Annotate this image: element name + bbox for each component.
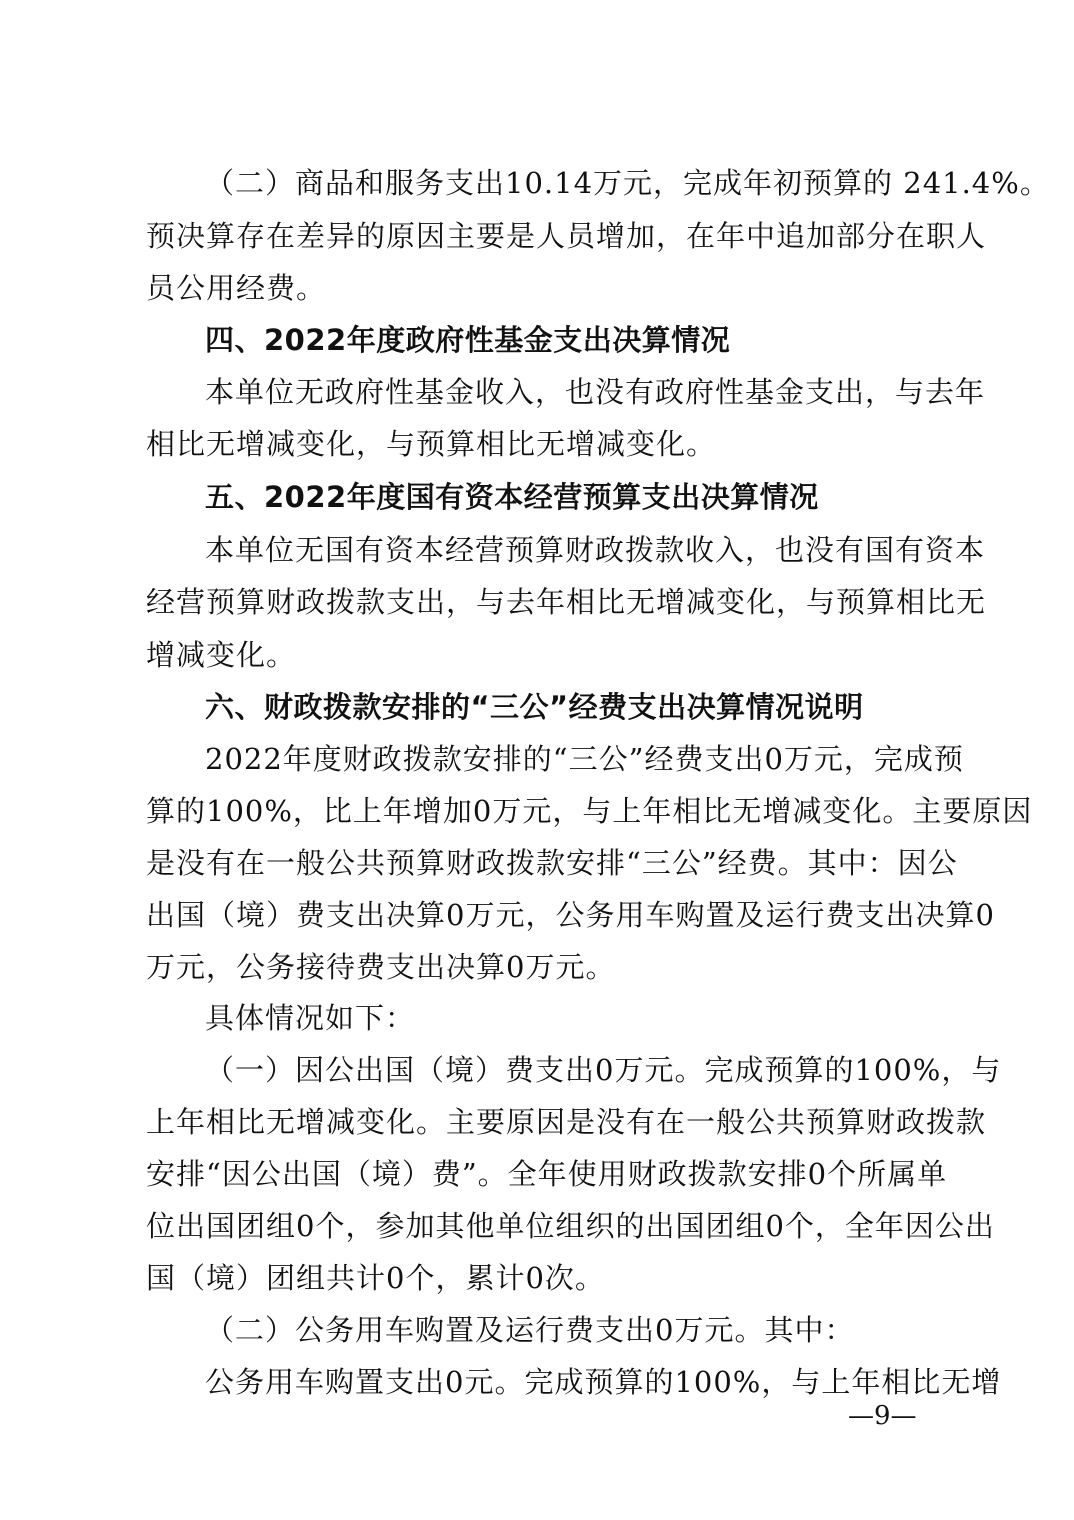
paragraph-line: 2022年度财政拨款安排的“三公”经费支出0万元，完成预 <box>205 742 964 776</box>
section-heading: 五、2022年度国有资本经营预算支出决算情况 <box>205 480 819 514</box>
paragraph-line: 经营预算财政拨款支出，与去年相比无增减变化，与预算相比无 <box>146 585 987 619</box>
paragraph-line: 国（境）团组共计0个，累计0次。 <box>146 1261 605 1295</box>
paragraph-line: 位出国团组0个，参加其他单位组织的出国团组0个，全年因公出 <box>146 1209 995 1243</box>
paragraph-line: 本单位无国有资本经营预算财政拨款收入，也没有国有资本 <box>205 533 986 567</box>
paragraph-line: （一）因公出国（境）费支出0万元。完成预算的100%，与 <box>205 1053 1002 1087</box>
paragraph-line: 本单位无政府性基金收入，也没有政府性基金支出，与去年 <box>205 375 986 409</box>
paragraph-line: 安排“因公出国（境）费”。全年使用财政拨款安排0个所属单 <box>146 1157 948 1191</box>
paragraph-line: 具体情况如下： <box>205 1001 416 1035</box>
paragraph-line: （二）商品和服务支出10.14万元，完成年初预算的 241.4%。 <box>205 166 1050 200</box>
section-heading: 四、2022年度政府性基金支出决算情况 <box>205 323 731 357</box>
paragraph-line: （二）公务用车购置及运行费支出0万元。其中： <box>205 1313 855 1347</box>
page-number: —9— <box>848 1401 917 1431</box>
paragraph-line: 上年相比无增减变化。主要原因是没有在一般公共预算财政拨款 <box>146 1105 987 1139</box>
paragraph-line: 员公用经费。 <box>146 271 327 305</box>
paragraph-line: 公务用车购置支出0元。完成预算的100%，与上年相比无增 <box>205 1365 1002 1399</box>
paragraph-line: 预决算存在差异的原因主要是人员增加，在年中追加部分在职人 <box>146 219 987 253</box>
paragraph-line: 相比无增减变化，与预算相比无增减变化。 <box>146 427 717 461</box>
paragraph-line: 出国（境）费支出决算0万元，公务用车购置及运行费支出决算0 <box>146 898 995 932</box>
section-heading: 六、财政拨款安排的“三公”经费支出决算情况说明 <box>205 690 864 724</box>
paragraph-line: 增减变化。 <box>146 638 297 672</box>
paragraph-line: 万元，公务接待费支出决算0万元。 <box>146 950 616 984</box>
paragraph-line: 算的100%，比上年增加0万元，与上年相比无增减变化。主要原因 <box>146 794 1033 828</box>
paragraph-line: 是没有在一般公共预算财政拨款安排“三公”经费。其中：因公 <box>146 846 958 880</box>
